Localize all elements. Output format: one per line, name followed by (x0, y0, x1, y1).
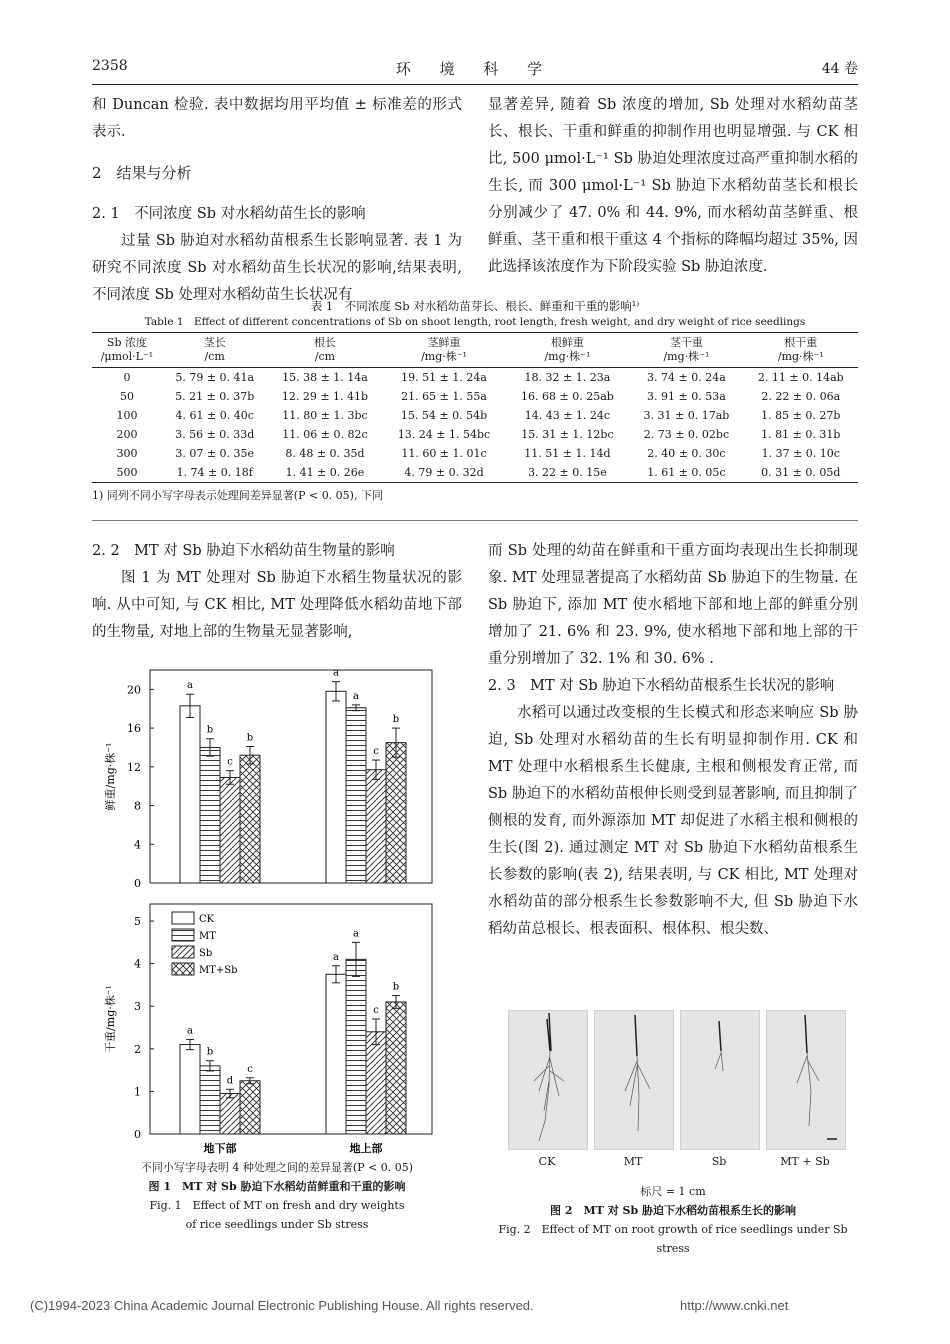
table-cell: 11. 51 ± 1. 14d (524, 447, 611, 460)
table-cell: 18. 32 ± 1. 23a (524, 371, 611, 384)
y-tick-label: 2 (134, 1042, 141, 1056)
footer-url: http://www.cnki.net (680, 1298, 789, 1313)
bar (240, 755, 260, 883)
photo-label: MT (623, 1155, 643, 1168)
table-cell: 8. 48 ± 0. 35d (285, 447, 365, 460)
bar (240, 1081, 260, 1134)
table-cell: 15. 38 ± 1. 14a (282, 371, 368, 384)
significance-letter: c (373, 1005, 379, 1016)
legend-label: Sb (199, 948, 213, 959)
legend-label: MT (199, 931, 216, 942)
figure-caption-cn: 图 1 MT 对 Sb 胁迫下水稻幼苗鲜重和干重的影响 (148, 1180, 406, 1193)
y-tick-label: 3 (134, 1000, 141, 1014)
table-cell: 1. 85 ± 0. 27b (761, 409, 841, 422)
table-cell: 0 (123, 371, 131, 384)
significance-letter: a (353, 690, 359, 702)
table-cell: 4. 61 ± 0. 40c (175, 409, 254, 422)
legend-swatch (172, 929, 194, 941)
photo-sb (680, 1010, 760, 1150)
data-table (92, 332, 858, 483)
bar (366, 1032, 386, 1134)
table-cell: 3. 91 ± 0. 53a (647, 390, 726, 403)
significance-letter: b (392, 714, 400, 726)
table-cell: 11. 06 ± 0. 82c (282, 428, 368, 441)
table-row (92, 444, 858, 463)
table-cell: 11. 80 ± 1. 3bc (282, 409, 368, 422)
volume-number: 44 卷 (821, 61, 858, 77)
bar (220, 777, 240, 883)
bar (180, 1045, 200, 1134)
table-cell: 300 (116, 447, 138, 460)
table-cell: 3. 31 ± 0. 17ab (643, 409, 730, 422)
y-axis-label: 鲜重/mg·株⁻¹ (104, 742, 117, 811)
y-tick-label: 4 (134, 838, 141, 852)
table-1 (92, 298, 858, 503)
photo-ck (508, 1010, 588, 1150)
bar (366, 770, 386, 883)
significance-letter: a (333, 667, 339, 679)
figure-2-caption (488, 1182, 858, 1258)
table-caption-en: Table 1 Effect of different concentrations of Sb on shoot length, root length, fresh weight, and dry weight of rice seedlings (144, 316, 806, 328)
significance-letter: d (226, 1075, 234, 1087)
table-row (92, 368, 858, 388)
y-tick-label: 12 (127, 760, 141, 774)
legend-label: CK (199, 914, 215, 925)
running-header (92, 58, 858, 82)
table-cell: 14. 43 ± 1. 24c (524, 409, 611, 422)
bar (346, 708, 366, 883)
figure-1-chart (92, 658, 462, 1158)
y-tick-label: 0 (134, 1128, 141, 1141)
significance-letter: a (333, 951, 339, 963)
seedling-illustration (767, 1011, 845, 1149)
significance-letter: a (187, 1025, 193, 1037)
column-header: 茎长 /cm (203, 336, 226, 363)
copyright: (C)1994-2023 China Academic Journal Electronic Publishing House. All rights reserved. (30, 1298, 534, 1313)
table-cell: 2. 22 ± 0. 06a (761, 390, 841, 403)
table-cell: 1. 61 ± 0. 05c (647, 466, 726, 479)
figure-1-caption (92, 1158, 462, 1234)
paragraph: 过量 Sb 胁迫对水稻幼苗根系生长影响显著. 表 1 为研究不同浓度 Sb 对水稻幼苗生长状况的影响,结果表明, 不同浓度 Sb 处理对水稻幼苗生长状况有 (92, 233, 462, 303)
y-tick-label: 1 (134, 1085, 141, 1099)
bar (386, 1002, 406, 1134)
photo-mt-sb (766, 1010, 846, 1150)
figure-caption-en: Fig. 1 Effect of MT on fresh and dry weights (149, 1199, 405, 1212)
legend-swatch (172, 963, 194, 975)
photo-mt (594, 1010, 674, 1150)
x-category-label: 地上部 (349, 1142, 383, 1155)
bar (346, 959, 366, 1134)
right-column-top (488, 92, 858, 281)
y-axis-label: 干重/mg·株⁻¹ (104, 985, 117, 1053)
table-cell: 2. 40 ± 0. 30c (647, 447, 726, 460)
column-header: 根干重 /mg·株⁻¹ (777, 336, 824, 363)
legend-swatch (172, 946, 194, 958)
table-cell: 1. 81 ± 0. 31b (761, 428, 841, 441)
subsection-heading: 2. 1 不同浓度 Sb 对水稻幼苗生长的影响 (92, 206, 366, 222)
paragraph: 显著差异, 随着 Sb 浓度的增加, Sb 处理对水稻幼苗茎长、根长、干重和鲜重的抑制作用也明显增强. 与 CK 相比, 500 μmol·L⁻¹ Sb 胁迫处理浓度过高严重抑制水稻的生长, 而 300 μmol·L⁻¹ Sb 胁迫下水稻幼苗茎长和根长分别减少了 47. 0% 和 44. 9%, 而水稻幼苗茎鲜重、根鲜重、茎干重和根干重这 4 个指标的降幅均超过 35%, 因此选择该浓度作为下阶段实验 Sb 胁迫浓度. (488, 97, 858, 275)
right-column-bottom (488, 538, 858, 943)
paragraph: 和 Duncan 检验. 表中数据均用平均值 ± 标准差的形式表示. (92, 97, 462, 140)
y-tick-label: 4 (134, 957, 141, 971)
photo-label: MT + Sb (780, 1155, 830, 1168)
left-column-top (92, 92, 462, 309)
table-cell: 0. 31 ± 0. 05d (761, 466, 841, 479)
y-tick-label: 16 (127, 722, 141, 736)
column-header: 茎鲜重 /mg·株⁻¹ (421, 336, 467, 363)
table-cell: 5. 79 ± 0. 41a (175, 371, 255, 384)
table-cell: 16. 68 ± 0. 25ab (521, 390, 614, 403)
table-row (92, 463, 858, 483)
table-cell: 1. 74 ± 0. 18f (176, 466, 253, 479)
table-cell: 1. 41 ± 0. 26e (285, 466, 365, 479)
table-body (92, 368, 858, 483)
significance-letter: c (373, 746, 379, 758)
dry-weight-chart (103, 904, 432, 1155)
table-cell: 3. 22 ± 0. 15e (528, 466, 607, 479)
significance-letter: c (227, 756, 233, 768)
figure-note: 不同小写字母表明 4 种处理之间的差异显著(P < 0. 05) (140, 1161, 414, 1174)
section-heading: 2 结果与分析 (92, 164, 192, 182)
table-cell: 100 (116, 409, 138, 422)
table-cell: 4. 79 ± 0. 32d (404, 466, 484, 479)
table-cell: 3. 56 ± 0. 33d (175, 428, 255, 441)
photo-label: Sb (711, 1155, 727, 1168)
table-cell: 13. 24 ± 1. 54bc (397, 428, 491, 441)
y-tick-label: 0 (134, 877, 141, 890)
figure-caption-en: Fig. 2 Effect of MT on root growth of rice seedlings under Sb stress (498, 1223, 848, 1255)
table-cell: 1. 37 ± 0. 10c (761, 447, 840, 460)
figure-caption-cn: 图 2 MT 对 Sb 胁迫下水稻幼苗根系生长的影响 (550, 1204, 796, 1217)
paragraph: 而 Sb 处理的幼苗在鲜重和干重方面均表现出生长抑制现象. MT 处理显著提高了水稻幼苗 Sb 胁迫下的生物量. 在 Sb 胁迫下, 添加 MT 使水稻地下部和地上部的鲜重分别增加了 21. 6% 和 23. 9%, 使水稻地下部和地上部的干重分别增加了 32. 1% 和 30. 6% . (488, 543, 858, 667)
seedling-illustration (509, 1011, 587, 1149)
significance-letter: b (206, 724, 214, 736)
paragraph: 图 1 为 MT 处理对 Sb 胁迫下水稻生物量状况的影响. 从中可知, 与 CK 相比, MT 处理降低水稻幼苗地下部的生物量, 对地上部的生物量无显著影响, (92, 570, 462, 640)
page-number: 2358 (92, 58, 128, 74)
significance-letter: a (187, 680, 193, 692)
table-footnote: 1) 同列不同小写字母表示处理间差异显著(P < 0. 05), 下同 (92, 489, 383, 502)
table-cell: 15. 54 ± 0. 54b (400, 409, 488, 422)
seedling-illustration (595, 1011, 673, 1149)
y-tick-label: 20 (127, 683, 141, 697)
bar (200, 1066, 220, 1134)
table-cell: 3. 07 ± 0. 35e (175, 447, 255, 460)
table-cell: 2. 73 ± 0. 02bc (643, 428, 730, 441)
significance-letter: b (392, 981, 400, 993)
subsection-heading: 2. 2 MT 对 Sb 胁迫下水稻幼苗生物量的影响 (92, 543, 395, 559)
table-cell: 21. 65 ± 1. 55a (401, 390, 487, 403)
significance-letter: b (206, 1046, 214, 1058)
column-header: 茎干重 /mg·株⁻¹ (663, 336, 710, 363)
legend-swatch (172, 912, 194, 924)
bar (326, 974, 346, 1134)
table-cell: 12. 29 ± 1. 41b (281, 390, 369, 403)
column-header: Sb 浓度 /μmol·L⁻¹ (100, 336, 154, 363)
column-header: 根长 /cm (313, 336, 336, 363)
table-row (92, 387, 858, 406)
bar (220, 1094, 240, 1134)
journal-name: 环 境 科 学 (395, 60, 555, 78)
y-tick-label: 8 (134, 799, 141, 813)
table-cell: 15. 31 ± 1. 12bc (521, 428, 614, 441)
paragraph: 水稻可以通过改变根的生长模式和形态来响应 Sb 胁迫, Sb 处理对水稻幼苗的生长有明显抑制作用. CK 和 MT 处理中水稻根系生长健康, 主根和侧根发育正常, 而 Sb 胁迫下的水稻幼苗根伸长则受到显著影响, 而且抑制了侧根的发育, 而外源添加 MT 却促进了水稻主根和侧根的生长(图 2). 通过测定 MT 对 Sb 胁迫下水稻幼苗根系生长参数的影响(表 2), 结果表明, 与 CK 相比, MT 处理对水稻幼苗的部分根系生长参数影响不大, 但 Sb 胁迫下水稻幼苗总根长、根表面积、根体积、根尖数、 (488, 705, 858, 937)
y-tick-label: 5 (134, 915, 141, 929)
table-cell: 50 (119, 390, 134, 403)
x-category-label: 地下部 (203, 1142, 237, 1155)
bar (326, 691, 346, 883)
bar (180, 706, 200, 883)
figure-caption-en: of rice seedlings under Sb stress (185, 1218, 369, 1231)
table-bottom-rule (92, 520, 858, 521)
significance-letter: b (246, 732, 254, 744)
subsection-heading: 2. 3 MT 对 Sb 胁迫下水稻幼苗根系生长状况的影响 (488, 678, 835, 694)
bar (200, 747, 220, 883)
scale-note: 标尺 = 1 cm (640, 1185, 706, 1198)
fresh-weight-chart (103, 668, 432, 890)
table-row (92, 425, 858, 444)
table-row (92, 406, 858, 425)
photo-label: CK (538, 1155, 556, 1168)
table-cell: 11. 60 ± 1. 01c (401, 447, 487, 460)
header-rule (92, 84, 858, 85)
column-header: 根鲜重 /mg·株⁻¹ (544, 336, 591, 363)
table-cell: 2. 11 ± 0. 14ab (757, 371, 844, 384)
table-cell: 500 (116, 466, 138, 479)
bar (386, 743, 406, 883)
table-caption-cn: 表 1 不同浓度 Sb 对水稻幼苗芽长、根长、鲜重和干重的影响¹⁾ (310, 299, 640, 313)
significance-letter: c (247, 1063, 253, 1075)
table-cell: 200 (116, 428, 138, 441)
seedling-illustration (681, 1011, 759, 1149)
table-cell: 5. 21 ± 0. 37b (175, 390, 255, 403)
table-cell: 3. 74 ± 0. 24a (647, 371, 726, 384)
legend-label: MT+Sb (199, 965, 238, 976)
left-column-bottom (92, 538, 462, 646)
significance-letter: a (353, 928, 359, 940)
table-cell: 19. 51 ± 1. 24a (401, 371, 487, 384)
